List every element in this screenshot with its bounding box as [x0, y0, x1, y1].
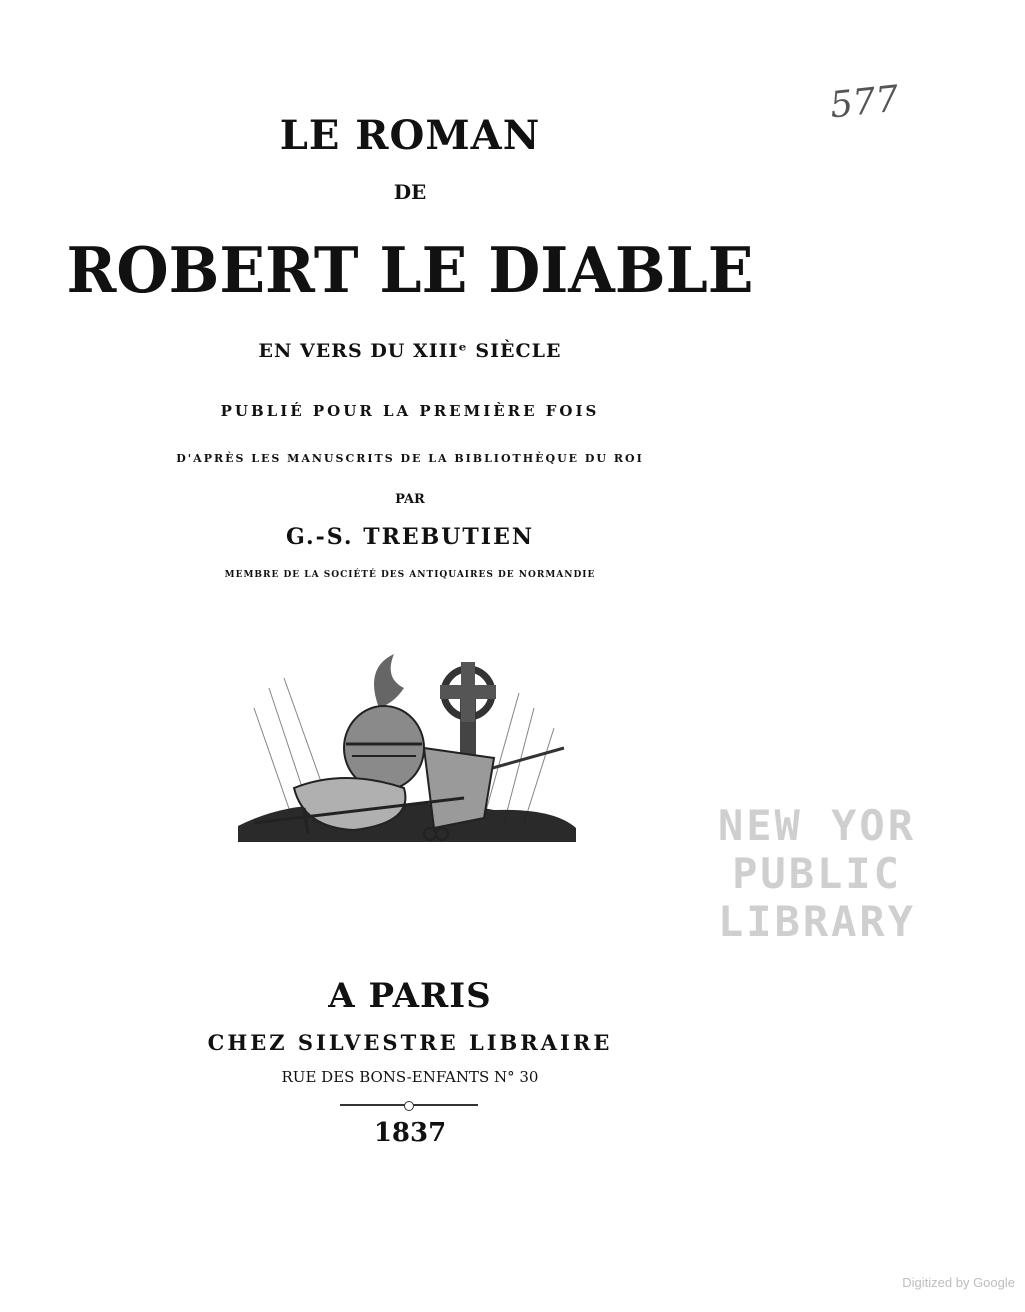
- digitization-watermark: Digitized by Google: [902, 1275, 1015, 1290]
- author-affiliation: MEMBRE DE LA SOCIÉTÉ DES ANTIQUAIRES DE NORMANDIE: [224, 570, 596, 580]
- main-title: ROBERT LE DIABLE: [66, 234, 754, 308]
- stamp-line-1: NEW YOR: [717, 801, 916, 850]
- stamp-line-2: PUBLIC: [732, 849, 902, 898]
- imprint-city: A PARIS: [328, 976, 492, 1016]
- library-perforation-stamp: [712, 802, 922, 946]
- imprint-address: RUE DES BONS-ENFANTS N° 30: [281, 1068, 539, 1086]
- title-line-2: DE: [393, 180, 427, 204]
- byline-par: PAR: [395, 492, 425, 507]
- imprint-year: 1837: [373, 1118, 447, 1148]
- subtitle-manuscripts: D'APRÈS LES MANUSCRITS DE LA BIBLIOTHÈQUE DU ROI: [176, 452, 644, 465]
- author-name: G.-S. TREBUTIEN: [286, 524, 534, 550]
- armour-and-cross-engraving-icon: [234, 648, 580, 850]
- subtitle-first-publication: PUBLIÉ POUR LA PREMIÈRE FOIS: [220, 402, 600, 420]
- title-line-1: LE ROMAN: [279, 112, 541, 159]
- subtitle-century: EN VERS DU XIIIᵉ SIÈCLE: [258, 340, 562, 362]
- stamp-line-3: LIBRARY: [717, 897, 916, 946]
- ornamental-rule: [340, 1104, 478, 1106]
- handwritten-shelfmark: 577: [828, 78, 901, 127]
- imprint-publisher: CHEZ SILVESTRE LIBRAIRE: [207, 1030, 613, 1055]
